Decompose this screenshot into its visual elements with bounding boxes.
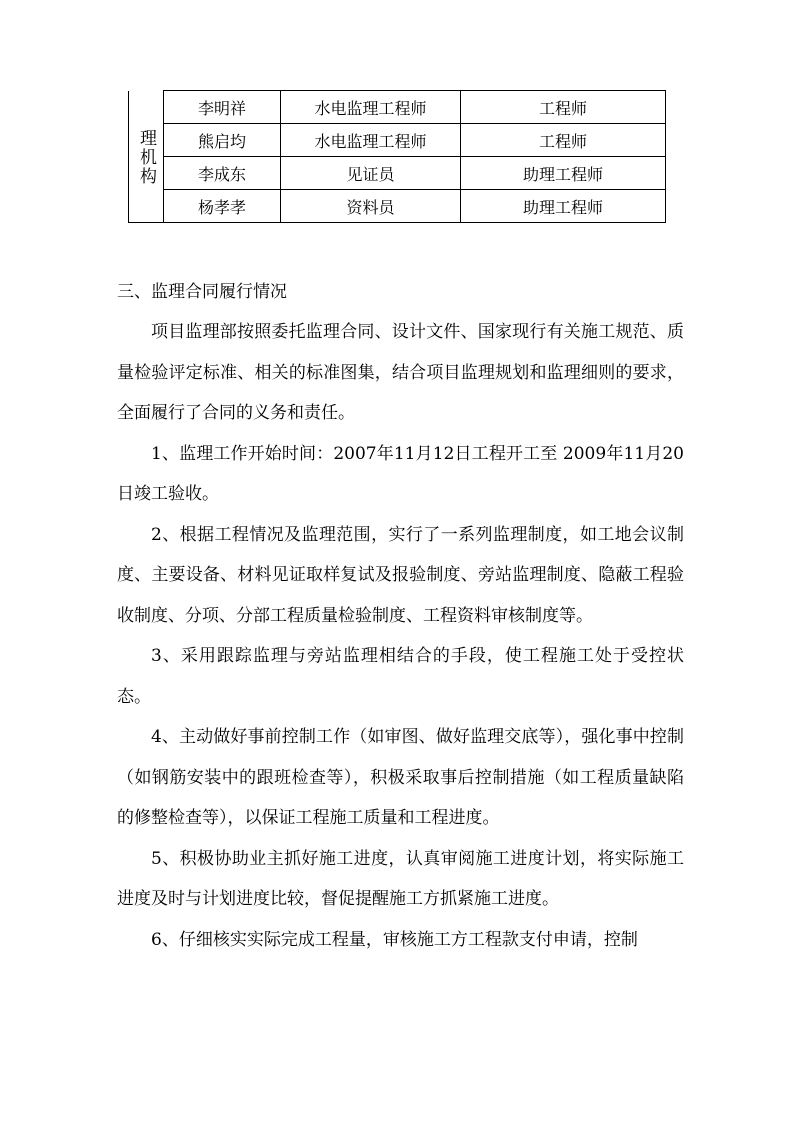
position-cell: 水电监理工程师 <box>281 124 461 157</box>
section-heading: 三、监理合同履行情况 <box>117 282 287 302</box>
paragraph-item-3: 3、采用跟踪监理与旁站监理相结合的手段，使工程施工处于受控状态。 <box>117 646 684 707</box>
paragraph-item-2: 2、根据工程情况及监理范围，实行了一系列监理制度，如工地会议制度、主要设备、材料见证取样复试及报验制度、旁站监理制度、隐蔽工程验收制度、分项、分部工程质量检验制度、工程资料审核制度等。 <box>117 524 684 626</box>
staff-table <box>128 90 666 223</box>
table-row <box>129 157 666 190</box>
title-cell: 助理工程师 <box>461 190 666 223</box>
paragraph-item-6: 6、仔细核实实际完成工程量，审核施工方工程款支付申请，控制 <box>151 929 638 950</box>
paragraph-item-5: 5、积极协助业主抓好施工进度，认真审阅施工进度计划，将实际施工进度及时与计划进度比较，督促提醒施工方抓紧施工进度。 <box>117 848 684 909</box>
section-body <box>117 312 684 960</box>
name-cell: 熊启均 <box>164 124 281 157</box>
position-cell: 水电监理工程师 <box>281 91 461 124</box>
name-cell: 李成东 <box>164 157 281 190</box>
position-cell: 资料员 <box>281 190 461 223</box>
name-cell: 李明祥 <box>164 91 281 124</box>
position-cell: 见证员 <box>281 157 461 190</box>
title-cell: 助理工程师 <box>461 157 666 190</box>
table-row <box>129 91 666 124</box>
paragraph-item-4: 4、主动做好事前控制工作（如审图、做好监理交底等），强化事中控制（如钢筋安装中的跟班检查等），积极采取事后控制措施（如工程质量缺陷的修整检查等），以保证工程施工质量和工程进度。 <box>117 727 684 828</box>
name-cell: 杨孝孝 <box>164 190 281 223</box>
org-label-cell: 理机构 <box>129 91 164 223</box>
table-row <box>129 124 666 157</box>
paragraph-item-1: 1、监理工作开始时间：2007年11月12日工程开工至 2009年11月20 日竣工验收。 <box>117 443 684 504</box>
title-cell: 工程师 <box>461 91 666 124</box>
table-row <box>129 190 666 223</box>
title-cell: 工程师 <box>461 124 666 157</box>
paragraph-intro: 项目监理部按照委托监理合同、设计文件、国家现行有关施工规范、质量检验评定标准、相关的标准图集，结合项目监理规划和监理细则的要求，全面履行了合同的义务和责任。 <box>117 322 684 423</box>
